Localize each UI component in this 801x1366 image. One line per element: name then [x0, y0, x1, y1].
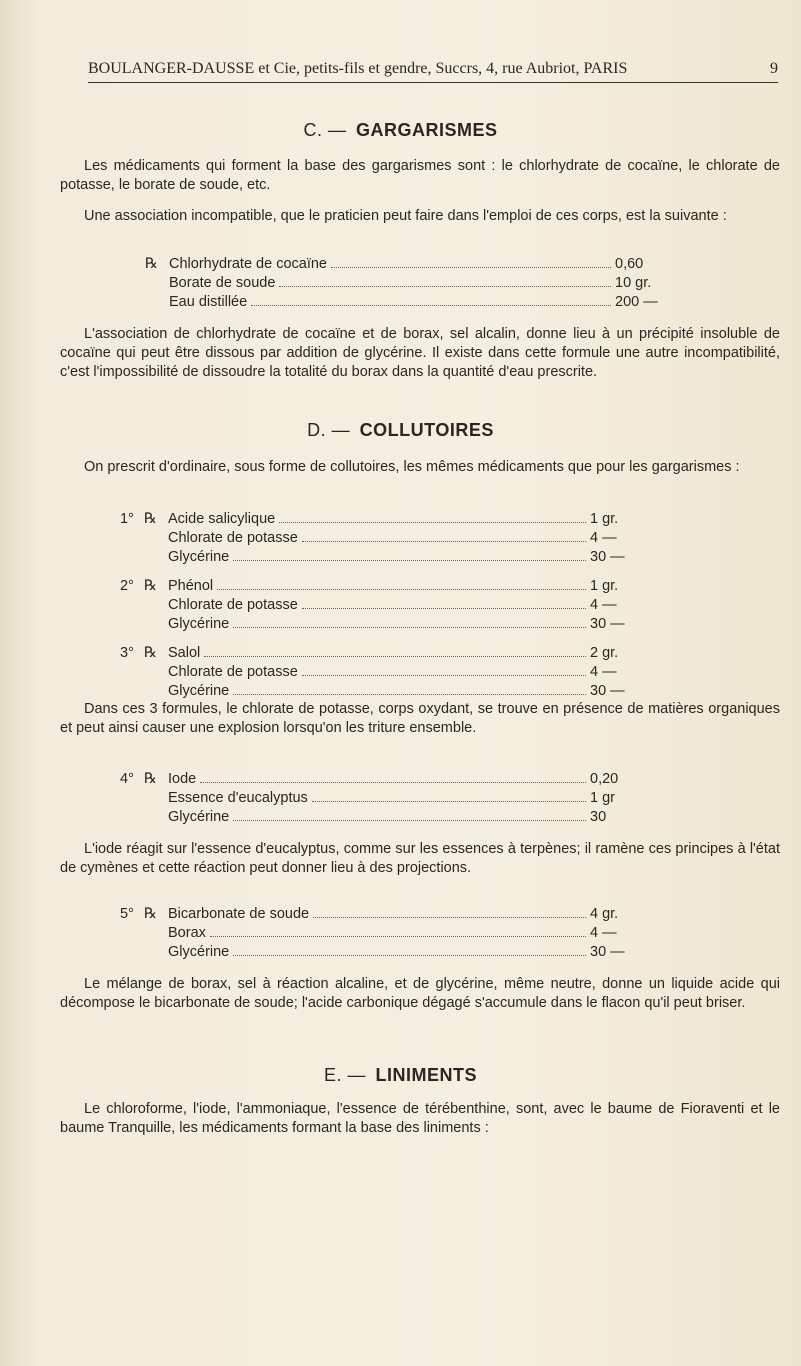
recipe-row	[120, 905, 640, 924]
recipe-row	[145, 274, 665, 293]
leader-dots	[302, 541, 586, 542]
section-c-paragraph-2	[60, 207, 780, 226]
recipe-symbol: ℞	[144, 906, 157, 922]
ingredient-quantity: 30	[590, 809, 607, 825]
section-d-paragraph-3	[60, 840, 780, 878]
collutoire-formula-5	[120, 905, 640, 962]
formula-number: 2°	[120, 578, 134, 594]
paragraph-text: Dans ces 3 formules, le chlorate de potasse, corps oxydant, se trouve en présence de matières organiques et peut ainsi causer une explosion lorsqu'on les triture ensemble.	[60, 701, 780, 736]
ingredient-quantity: 1 gr.	[590, 511, 619, 527]
paragraph-text: On prescrit d'ordinaire, sous forme de collutoires, les mêmes médicaments que pour les gargarismes :	[84, 459, 740, 475]
paragraph-text: L'iode réagit sur l'essence d'eucalyptus, comme sur les essences à terpènes; il ramène ces principes à l'état de cymènes et cette réaction peut donner lieu à des projections.	[60, 841, 780, 876]
section-d-paragraph-4	[60, 975, 780, 1013]
recipe-row	[120, 548, 640, 567]
recipe-spacer	[120, 567, 640, 577]
paragraph-text: Une association incompatible, que le praticien peut faire dans l'emploi de ces corps, est la suivante :	[84, 208, 727, 224]
leader-dots	[302, 675, 586, 676]
recipe-row	[120, 682, 640, 701]
ingredient-name: Chlorhydrate de cocaïne	[169, 256, 327, 272]
recipe-row	[120, 615, 640, 634]
ingredient-name: Eau distillée	[169, 294, 248, 310]
section-e-title: LINIMENTS	[375, 1065, 478, 1085]
formula-number: 4°	[120, 771, 134, 787]
ingredient-name: Glycérine	[168, 944, 230, 960]
recipe-row	[120, 529, 640, 548]
section-d-paragraph-1	[60, 458, 780, 477]
leader-dots	[217, 589, 586, 590]
ingredient-quantity: 30 —	[590, 549, 625, 565]
recipe-row	[120, 770, 640, 789]
page-header	[88, 60, 778, 83]
section-c-title: GARGARISMES	[356, 120, 498, 140]
section-c-paragraph-3	[60, 325, 780, 382]
recipe-symbol: ℞	[145, 256, 158, 272]
leader-dots	[233, 820, 586, 821]
leader-dots	[233, 955, 586, 956]
leader-dots	[302, 608, 586, 609]
recipe-symbol: ℞	[144, 645, 157, 661]
recipe-row	[120, 596, 640, 615]
paragraph-text: Le chloroforme, l'iode, l'ammoniaque, l'essence de térébenthine, sont, avec le baume de Fioraventi et le baume Tranquille, les médicaments formant la base des liniments :	[60, 1101, 780, 1136]
leader-dots	[233, 694, 586, 695]
ingredient-name: Glycérine	[168, 549, 230, 565]
ingredient-quantity: 30 —	[590, 683, 625, 699]
leader-dots	[233, 560, 586, 561]
ingredient-quantity: 1 gr	[590, 790, 615, 806]
leader-dots	[279, 286, 611, 287]
ingredient-quantity: 2 gr.	[590, 645, 619, 661]
ingredient-name: Bicarbonate de soude	[168, 906, 310, 922]
recipe-row	[120, 924, 640, 943]
ingredient-name: Glycérine	[168, 616, 230, 632]
leader-dots	[251, 305, 611, 306]
formula-number: 5°	[120, 906, 134, 922]
ingredient-quantity: 4 —	[590, 530, 617, 546]
leader-dots	[279, 522, 586, 523]
ingredient-quantity: 4 —	[590, 597, 617, 613]
page-number: 9	[770, 60, 778, 77]
ingredient-quantity: 4 —	[590, 925, 617, 941]
leader-dots	[313, 917, 586, 918]
ingredient-quantity: 200 —	[615, 294, 658, 310]
recipe-row	[120, 663, 640, 682]
section-e-paragraph-1	[60, 1100, 780, 1138]
recipe-incompatible	[145, 255, 665, 312]
recipe-row	[120, 644, 640, 663]
recipe-symbol: ℞	[144, 511, 157, 527]
recipe-row	[120, 789, 640, 808]
leader-dots	[331, 267, 611, 268]
leader-dots	[210, 936, 586, 937]
ingredient-name: Borate de soude	[169, 275, 276, 291]
leader-dots	[233, 627, 586, 628]
leader-dots	[312, 801, 586, 802]
formula-number: 3°	[120, 645, 134, 661]
ingredient-name: Acide salicylique	[168, 511, 276, 527]
recipe-symbol: ℞	[144, 771, 157, 787]
recipe-row	[120, 510, 640, 529]
ingredient-name: Borax	[168, 925, 206, 941]
ingredient-quantity: 1 gr.	[590, 578, 619, 594]
leader-dots	[200, 782, 586, 783]
ingredient-name: Glycérine	[168, 683, 230, 699]
section-d-paragraph-2	[60, 700, 780, 738]
section-c-paragraph-1	[60, 157, 780, 195]
recipe-spacer	[120, 634, 640, 644]
section-d-letter: D. —	[307, 420, 351, 440]
ingredient-quantity: 4 —	[590, 664, 617, 680]
ingredient-name: Essence d'eucalyptus	[168, 790, 308, 806]
formula-number: 1°	[120, 511, 134, 527]
collutoire-formula-4	[120, 770, 640, 827]
section-e-letter: E. —	[323, 1065, 366, 1085]
running-title: BOULANGER-DAUSSE et Cie, petits-fils et gendre, Succrs, 4, rue Aubriot, PARIS	[88, 60, 628, 77]
ingredient-quantity: 0,20	[590, 771, 619, 787]
section-c-heading	[0, 120, 801, 141]
recipe-row	[120, 808, 640, 827]
ingredient-quantity: 0,60	[615, 256, 644, 272]
recipe-symbol: ℞	[144, 578, 157, 594]
paragraph-text: L'association de chlorhydrate de cocaïne et de borax, sel alcalin, donne lieu à un précipité insoluble de cocaïne qui peut être dissous par addition de glycérine. Il existe dans cette formule une autre incompatibilité, c'est l'impossibilité de dissoudre la totalité du borax dans la quantité d'eau prescrite.	[60, 326, 780, 380]
section-d-title: COLLUTOIRES	[359, 420, 494, 440]
ingredient-quantity: 10 gr.	[615, 275, 652, 291]
ingredient-name: Chlorate de potasse	[168, 597, 298, 613]
ingredient-name: Phénol	[168, 578, 214, 594]
collutoire-formulas-1-3	[120, 510, 640, 701]
ingredient-quantity: 30 —	[590, 616, 625, 632]
ingredient-name: Salol	[168, 645, 201, 661]
section-d-heading	[0, 420, 801, 441]
section-c-letter: C. —	[303, 120, 347, 140]
ingredient-quantity: 4 gr.	[590, 906, 619, 922]
ingredient-name: Glycérine	[168, 809, 230, 825]
section-e-heading	[0, 1065, 801, 1086]
ingredient-quantity: 30 —	[590, 944, 625, 960]
paragraph-text: Les médicaments qui forment la base des gargarismes sont : le chlorhydrate de cocaïne, le chlorate de potasse, le borate de soude, etc.	[60, 158, 780, 193]
ingredient-name: Iode	[168, 771, 197, 787]
recipe-row	[145, 255, 665, 274]
recipe-row	[145, 293, 665, 312]
recipe-row	[120, 577, 640, 596]
ingredient-name: Chlorate de potasse	[168, 530, 298, 546]
paragraph-text: Le mélange de borax, sel à réaction alcaline, et de glycérine, même neutre, donne un liquide acide qui décompose le bicarbonate de soude; l'acide carbonique dégagé s'accumule dans le flacon qu'il peut briser.	[60, 976, 780, 1011]
leader-dots	[204, 656, 586, 657]
ingredient-name: Chlorate de potasse	[168, 664, 298, 680]
recipe-row	[120, 943, 640, 962]
